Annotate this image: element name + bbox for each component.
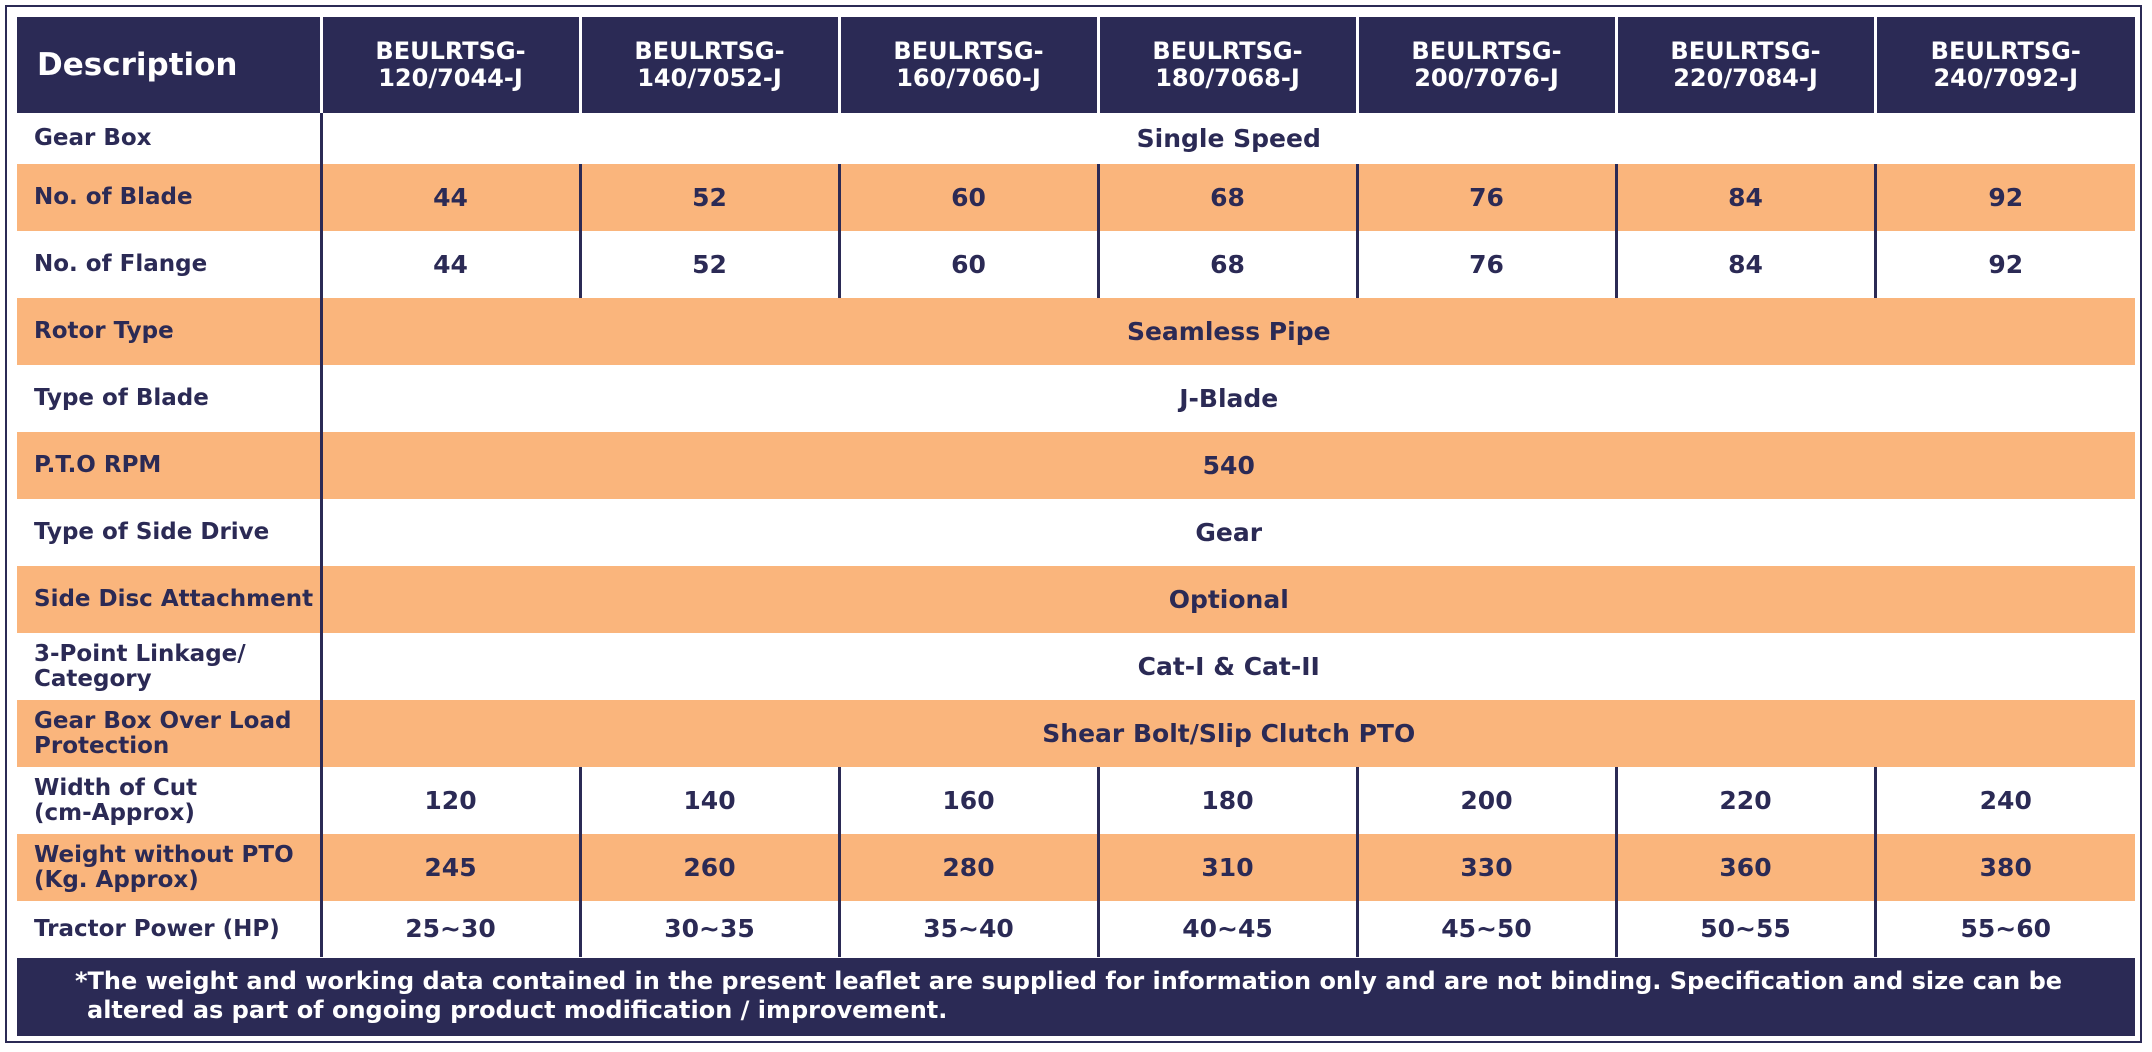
value-cell: 92 [1875, 231, 2135, 298]
row-label [17, 700, 321, 767]
model-header [1875, 17, 2135, 113]
row-label: Type of Side Drive [17, 499, 321, 566]
value-cell: 35~40 [839, 901, 1098, 957]
model-code-line2: 160/7060-J [896, 64, 1041, 92]
row-label: Tractor Power (HP) [17, 901, 321, 957]
model-code-line2: 220/7084-J [1673, 64, 1818, 92]
spec-row-tractor-power [17, 901, 2135, 957]
value-cell: 25~30 [321, 901, 580, 957]
value-cell: 68 [1098, 164, 1357, 231]
spec-row-flanges [17, 231, 2135, 298]
model-code-line1: BEULRTSG- [893, 37, 1044, 65]
shared-value: Gear [321, 499, 2135, 566]
spec-row-side-drive [17, 499, 2135, 566]
value-cell: 60 [839, 164, 1098, 231]
model-code-line2: 120/7044-J [378, 64, 523, 92]
model-code-line2: 200/7076-J [1414, 64, 1559, 92]
model-code-line2: 140/7052-J [637, 64, 782, 92]
model-code-line1: BEULRTSG- [375, 37, 526, 65]
value-cell: 360 [1616, 834, 1875, 901]
model-code-line1: BEULRTSG- [1411, 37, 1562, 65]
row-label: Gear Box [17, 113, 321, 164]
shared-value: Shear Bolt/Slip Clutch PTO [321, 700, 2135, 767]
value-cell: 44 [321, 164, 580, 231]
row-label [17, 834, 321, 901]
value-cell: 60 [839, 231, 1098, 298]
footnote-line1: *The weight and working data contained in the present leaflet are supplied for information only and are not binding. Specification and size can be [75, 967, 2063, 995]
value-cell: 45~50 [1357, 901, 1616, 957]
value-cell: 30~35 [580, 901, 839, 957]
model-code-line1: BEULRTSG- [634, 37, 785, 65]
model-code-line1: BEULRTSG- [1930, 37, 2081, 65]
value-cell: 92 [1875, 164, 2135, 231]
value-cell: 200 [1357, 767, 1616, 834]
value-cell: 40~45 [1098, 901, 1357, 957]
value-cell: 68 [1098, 231, 1357, 298]
shared-value: Seamless Pipe [321, 298, 2135, 365]
spec-row-weight [17, 834, 2135, 901]
row-label: Side Disc Attachment [17, 566, 321, 633]
spec-row-gear-box [17, 113, 2135, 164]
description-header: Description [17, 17, 321, 113]
value-cell: 55~60 [1875, 901, 2135, 957]
row-label: Type of Blade [17, 365, 321, 432]
header-row [17, 17, 2135, 113]
model-header [1357, 17, 1616, 113]
value-cell: 52 [580, 231, 839, 298]
model-code-line2: 180/7068-J [1155, 64, 1300, 92]
model-header [839, 17, 1098, 113]
shared-value: Single Speed [321, 113, 2135, 164]
disclaimer-footnote [17, 958, 2135, 1036]
spec-row-width [17, 767, 2135, 834]
row-label [17, 767, 321, 834]
spec-row-overload [17, 700, 2135, 767]
value-cell: 76 [1357, 231, 1616, 298]
spec-row-blades [17, 164, 2135, 231]
shared-value: J-Blade [321, 365, 2135, 432]
row-label: No. of Flange [17, 231, 321, 298]
value-cell: 245 [321, 834, 580, 901]
row-label [17, 633, 321, 700]
value-cell: 260 [580, 834, 839, 901]
spec-row-rotor-type [17, 298, 2135, 365]
model-header [580, 17, 839, 113]
row-label-line1: Gear Box Over Load [34, 707, 292, 734]
value-cell: 140 [580, 767, 839, 834]
spec-row-pto-rpm [17, 432, 2135, 499]
model-header [1616, 17, 1875, 113]
spec-row-side-disc [17, 566, 2135, 633]
value-cell: 330 [1357, 834, 1616, 901]
value-cell: 160 [839, 767, 1098, 834]
value-cell: 280 [839, 834, 1098, 901]
row-label-line2: (Kg. Approx) [34, 866, 199, 893]
model-code-line1: BEULRTSG- [1670, 37, 1821, 65]
row-label-line2: Category [34, 665, 152, 692]
model-code-line2: 240/7092-J [1933, 64, 2079, 92]
spec-row-blade-type [17, 365, 2135, 432]
row-label: No. of Blade [17, 164, 321, 231]
model-header [1098, 17, 1357, 113]
value-cell: 380 [1875, 834, 2135, 901]
row-label-line1: 3-Point Linkage/ [34, 640, 246, 667]
value-cell: 220 [1616, 767, 1875, 834]
value-cell: 76 [1357, 164, 1616, 231]
row-label: P.T.O RPM [17, 432, 321, 499]
model-code-line1: BEULRTSG- [1152, 37, 1303, 65]
spec-table [17, 17, 2135, 957]
value-cell: 120 [321, 767, 580, 834]
row-label-line2: Protection [34, 732, 170, 759]
row-label-line1: Weight without PTO [34, 841, 294, 868]
row-label-line1: Width of Cut [34, 774, 198, 801]
spec-row-linkage [17, 633, 2135, 700]
value-cell: 240 [1875, 767, 2135, 834]
value-cell: 180 [1098, 767, 1357, 834]
footnote-line2: altered as part of ongoing product modification / improvement. [87, 996, 948, 1024]
value-cell: 84 [1616, 164, 1875, 231]
model-header [321, 17, 580, 113]
value-cell: 84 [1616, 231, 1875, 298]
value-cell: 52 [580, 164, 839, 231]
shared-value: 540 [321, 432, 2135, 499]
value-cell: 50~55 [1616, 901, 1875, 957]
row-label: Rotor Type [17, 298, 321, 365]
shared-value: Optional [321, 566, 2135, 633]
shared-value: Cat-I & Cat-II [321, 633, 2135, 700]
value-cell: 44 [321, 231, 580, 298]
row-label-line2: (cm-Approx) [34, 799, 195, 826]
value-cell: 310 [1098, 834, 1357, 901]
